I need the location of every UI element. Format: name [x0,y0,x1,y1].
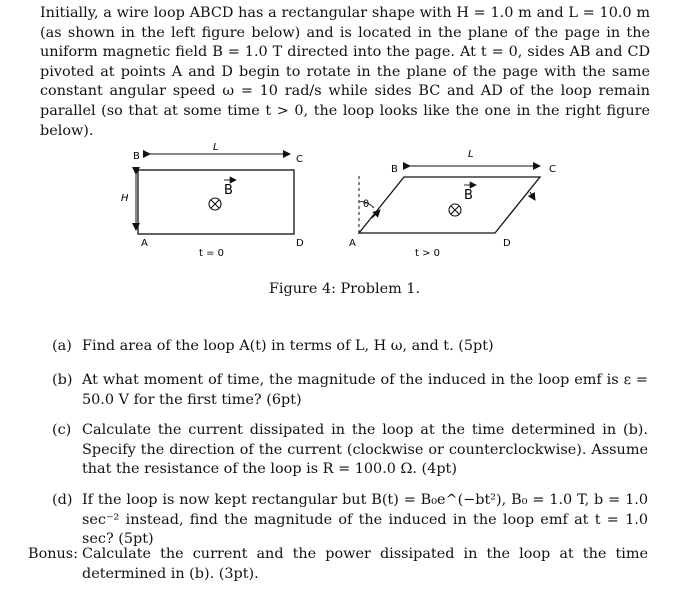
length-label-left: L [213,142,219,153]
question-label: (b) [52,372,73,388]
vertex-b-left: B [133,151,140,162]
vertex-a-left: A [141,238,148,249]
vertex-a-right: A [349,238,356,249]
height-label-left: H [121,193,129,204]
vertex-b-right: B [391,164,398,175]
length-label-right: L [468,149,474,160]
figure-4 [0,130,689,280]
question-text: Calculate the current dissipated in the loop at the time determined in (b). Specify the direction of the current (clockwise or counterclockwise). Assume that the resistance of the loop is R = 100.0 Ω. (4pt) [82,422,648,478]
theta-label: θ [363,199,370,210]
right-figure-parallelogram-loop [349,149,556,259]
question-text: If the loop is now kept rectangular but B(t) = B₀e^(−bt²), B₀ = 1.0 T, b = 1.0 sec⁻² instead, find the magnitude of the induced in the loop emf at t = 1.0 sec? (5pt) [82,492,648,548]
question-text: Find area of the loop A(t) in terms of L, H ω, and t. (5pt) [82,338,494,354]
bonus-question [28,545,648,584]
field-label-left: B [224,183,233,198]
question-b [52,371,648,410]
time-label-right: t > 0 [415,248,441,259]
question-d [52,491,648,550]
question-c [52,421,648,480]
vertex-c-right: C [549,164,556,175]
into-page-field-icon [209,198,221,210]
question-label: (a) [52,338,72,354]
question-label: (c) [52,422,72,438]
left-figure-rectangle-loop [121,142,304,259]
bonus-text: Calculate the current and the power dissipated in the loop at the time determined in (b). (3pt). [82,546,648,582]
question-label: (d) [52,492,73,508]
question-text: At what moment of time, the magnitude of the induced in the loop emf is ε = 50.0 V for the first time? (6pt) [82,372,648,408]
vertex-c-left: C [296,154,303,165]
vertex-d-left: D [296,238,304,249]
vertex-d-right: D [503,238,511,249]
into-page-field-icon [449,204,461,216]
question-a [52,337,648,357]
problem-statement: Initially, a wire loop ABCD has a rectangular shape with H = 1.0 m and L = 10.0 m (as shown in the left figure below) and is located in the plane of the page in the uniform magnetic field B = 1.0 T directed into the page. At t = 0, sides AB and CD pivoted at points A and D begin to rotate in the plane of the page with the same constant angular speed ω = 10 rad/s while sides BC and AD of the loop remain parallel (so that at some time t > 0, the loop looks like the one in the right figure below). [40,5,650,139]
figure-caption: Figure 4: Problem 1. [268,281,421,297]
field-label-right: B [464,188,473,203]
time-label-left: t = 0 [199,248,225,259]
bonus-label: Bonus: [28,546,79,562]
